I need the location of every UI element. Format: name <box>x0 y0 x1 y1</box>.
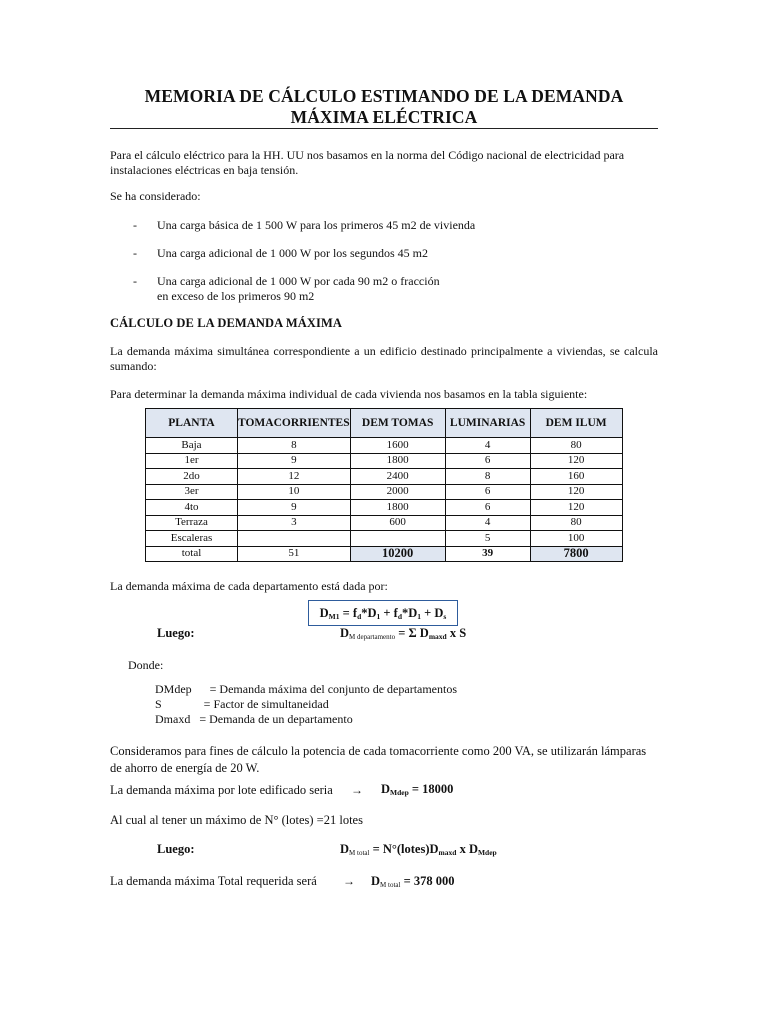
formula-subscript: d <box>397 612 402 621</box>
table-cell: 80 <box>530 515 622 531</box>
bullet-line: en exceso de los primeros 90 m2 <box>157 289 315 303</box>
formula-text: + D <box>421 606 444 620</box>
equation-subscript: M departamento <box>349 633 396 641</box>
header-cell: DEM TOMAS <box>350 409 445 438</box>
luego-label: Luego: <box>157 842 195 856</box>
lote-equation <box>381 782 453 797</box>
table-cell: 2400 <box>350 469 445 485</box>
table-cell: 4 <box>445 438 530 454</box>
table-intro: Para determinar la demanda máxima individual de cada vivienda nos basamos en la tabla siguiente: <box>110 387 588 401</box>
total-cell: 39 <box>445 546 530 562</box>
formula-text: + f <box>380 606 398 620</box>
bullet-item: Una carga básica de 1 500 W para los primeros 45 m2 de vivienda <box>157 218 476 232</box>
bullet-line: Una carga adicional de 1 000 W por cada 90 m2 o fracción <box>157 274 440 288</box>
formula-subscript: M1 <box>328 612 340 621</box>
header-cell: TOMACORRIENTES <box>238 409 351 438</box>
formula-text: *D <box>361 606 377 620</box>
equation-subscript: maxd <box>438 848 457 857</box>
equation-text: x S <box>446 626 467 640</box>
equation-text: x D <box>456 842 478 856</box>
table-cell: 80 <box>530 438 622 454</box>
header-cell: PLANTA <box>146 409 238 438</box>
total-text: La demanda máxima Total requerida será <box>110 874 317 888</box>
demand-table <box>145 408 623 562</box>
table-cell <box>238 531 351 547</box>
table-cell: 6 <box>445 484 530 500</box>
consider-paragraph: Consideramos para fines de cálculo la potencia de cada tomacorriente como 200 VA, se utilizarán lámparas de ahorro de energía de 20 W. <box>110 744 647 775</box>
equation-subscript: Mdep <box>477 848 497 857</box>
table-cell: 600 <box>350 515 445 531</box>
equation-symbol: D <box>340 626 350 640</box>
total-label: total <box>146 546 238 562</box>
total-cell: 51 <box>238 546 351 562</box>
table-row <box>146 515 623 531</box>
equation-subscript: M total <box>349 849 370 857</box>
luego-label: Luego: <box>157 626 195 640</box>
definition-item: S = Factor de simultaneidad <box>155 697 329 711</box>
equation-symbol: D <box>340 842 350 856</box>
bullet-dash: - <box>133 274 137 288</box>
table-cell <box>350 531 445 547</box>
bullet-dash: - <box>133 246 137 260</box>
equation-subscript: maxd <box>428 632 447 641</box>
formula-text: *D <box>401 606 418 620</box>
definition-item: DMdep = Demanda máxima del conjunto de departamentos <box>155 682 458 696</box>
table-cell: 1800 <box>350 500 445 516</box>
total-cell: 10200 <box>350 546 445 562</box>
equation-subscript: M total <box>380 881 401 889</box>
table-cell: 2do <box>146 469 238 485</box>
equation-text: = 378 000 <box>400 874 455 888</box>
table-cell: 160 <box>530 469 622 485</box>
considered-label: Se ha considerado: <box>110 189 201 203</box>
formula-subscript: s <box>443 612 447 621</box>
lote-text: La demanda máxima por lote edificado seria <box>110 783 333 797</box>
table-cell: 1800 <box>350 453 445 469</box>
equation-symbol: D <box>371 874 381 888</box>
table-header-row <box>146 409 623 438</box>
table-cell: 3er <box>146 484 238 500</box>
table-cell: Escaleras <box>146 531 238 547</box>
table-row <box>146 453 623 469</box>
table-row <box>146 484 623 500</box>
table-cell: 4to <box>146 500 238 516</box>
table-cell: 3 <box>238 515 351 531</box>
intro-paragraph: Para el cálculo eléctrico para la HH. UU nos basamos en la norma del Código nacional de electricidad para instalaciones eléctricas en baja tensión. <box>110 148 625 177</box>
table-cell: 120 <box>530 484 622 500</box>
bullet-dash: - <box>133 218 137 232</box>
definition-item: Dmaxd = Demanda de un departamento <box>155 712 353 726</box>
formula-subscript: 1 <box>417 612 422 621</box>
table-cell: 4 <box>445 515 530 531</box>
formula-text: = f <box>339 606 358 620</box>
table-cell: 120 <box>530 500 622 516</box>
total-demand-equation <box>340 842 497 857</box>
table-cell: 1600 <box>350 438 445 454</box>
bullet-item <box>157 274 440 304</box>
lotes-text: Al cual al tener un máximo de N° (lotes) =21 lotes <box>110 813 363 827</box>
table-total-row <box>146 546 623 562</box>
donde-label: Donde: <box>128 658 164 672</box>
title-line-2: MÁXIMA ELÉCTRICA <box>290 107 478 127</box>
page-title <box>110 86 658 128</box>
equation-text: = N°(lotes)D <box>369 842 439 856</box>
table-cell: 1er <box>146 453 238 469</box>
table-cell: 6 <box>445 500 530 516</box>
header-cell: LUMINARIAS <box>445 409 530 438</box>
equation-subscript: Mdep <box>390 788 409 797</box>
table-row <box>146 531 623 547</box>
table-row <box>146 500 623 516</box>
equation-text: = Σ D <box>395 626 429 640</box>
total-cell: 7800 <box>530 546 622 562</box>
department-demand-equation <box>340 626 466 641</box>
table-cell: 9 <box>238 453 351 469</box>
title-rule <box>110 128 658 129</box>
table-cell: 12 <box>238 469 351 485</box>
table-row <box>146 438 623 454</box>
total-equation <box>371 874 454 889</box>
table-cell: 8 <box>238 438 351 454</box>
table-cell: 9 <box>238 500 351 516</box>
table-cell: 120 <box>530 453 622 469</box>
title-line-1: MEMORIA DE CÁLCULO ESTIMANDO DE LA DEMANDA <box>144 86 624 106</box>
formula-subscript: 1 <box>376 612 381 621</box>
table-cell: 6 <box>445 453 530 469</box>
arrow-icon: → <box>343 874 355 888</box>
after-table-text: La demanda máxima de cada departamento está dada por: <box>110 579 388 593</box>
table-cell: Terraza <box>146 515 238 531</box>
arrow-icon: → <box>351 783 363 797</box>
table-cell: 8 <box>445 469 530 485</box>
table-cell: Baja <box>146 438 238 454</box>
bullet-item: Una carga adicional de 1 000 W por los segundos 45 m2 <box>157 246 428 260</box>
simultaneous-paragraph: La demanda máxima simultánea correspondiente a un edificio destinado principalmente a viviendas, se calcula sumando: <box>110 344 658 373</box>
formula-subscript: d <box>357 612 362 621</box>
equation-text: = 18000 <box>408 782 454 796</box>
table-cell: 2000 <box>350 484 445 500</box>
equation-symbol: D <box>381 782 391 796</box>
table-cell: 100 <box>530 531 622 547</box>
table-cell: 10 <box>238 484 351 500</box>
table-cell: 5 <box>445 531 530 547</box>
department-formula-box <box>308 600 458 626</box>
table-row <box>146 469 623 485</box>
section-heading: CÁLCULO DE LA DEMANDA MÁXIMA <box>110 316 342 330</box>
header-cell: DEM ILUM <box>530 409 622 438</box>
formula-symbol: D <box>319 606 329 620</box>
